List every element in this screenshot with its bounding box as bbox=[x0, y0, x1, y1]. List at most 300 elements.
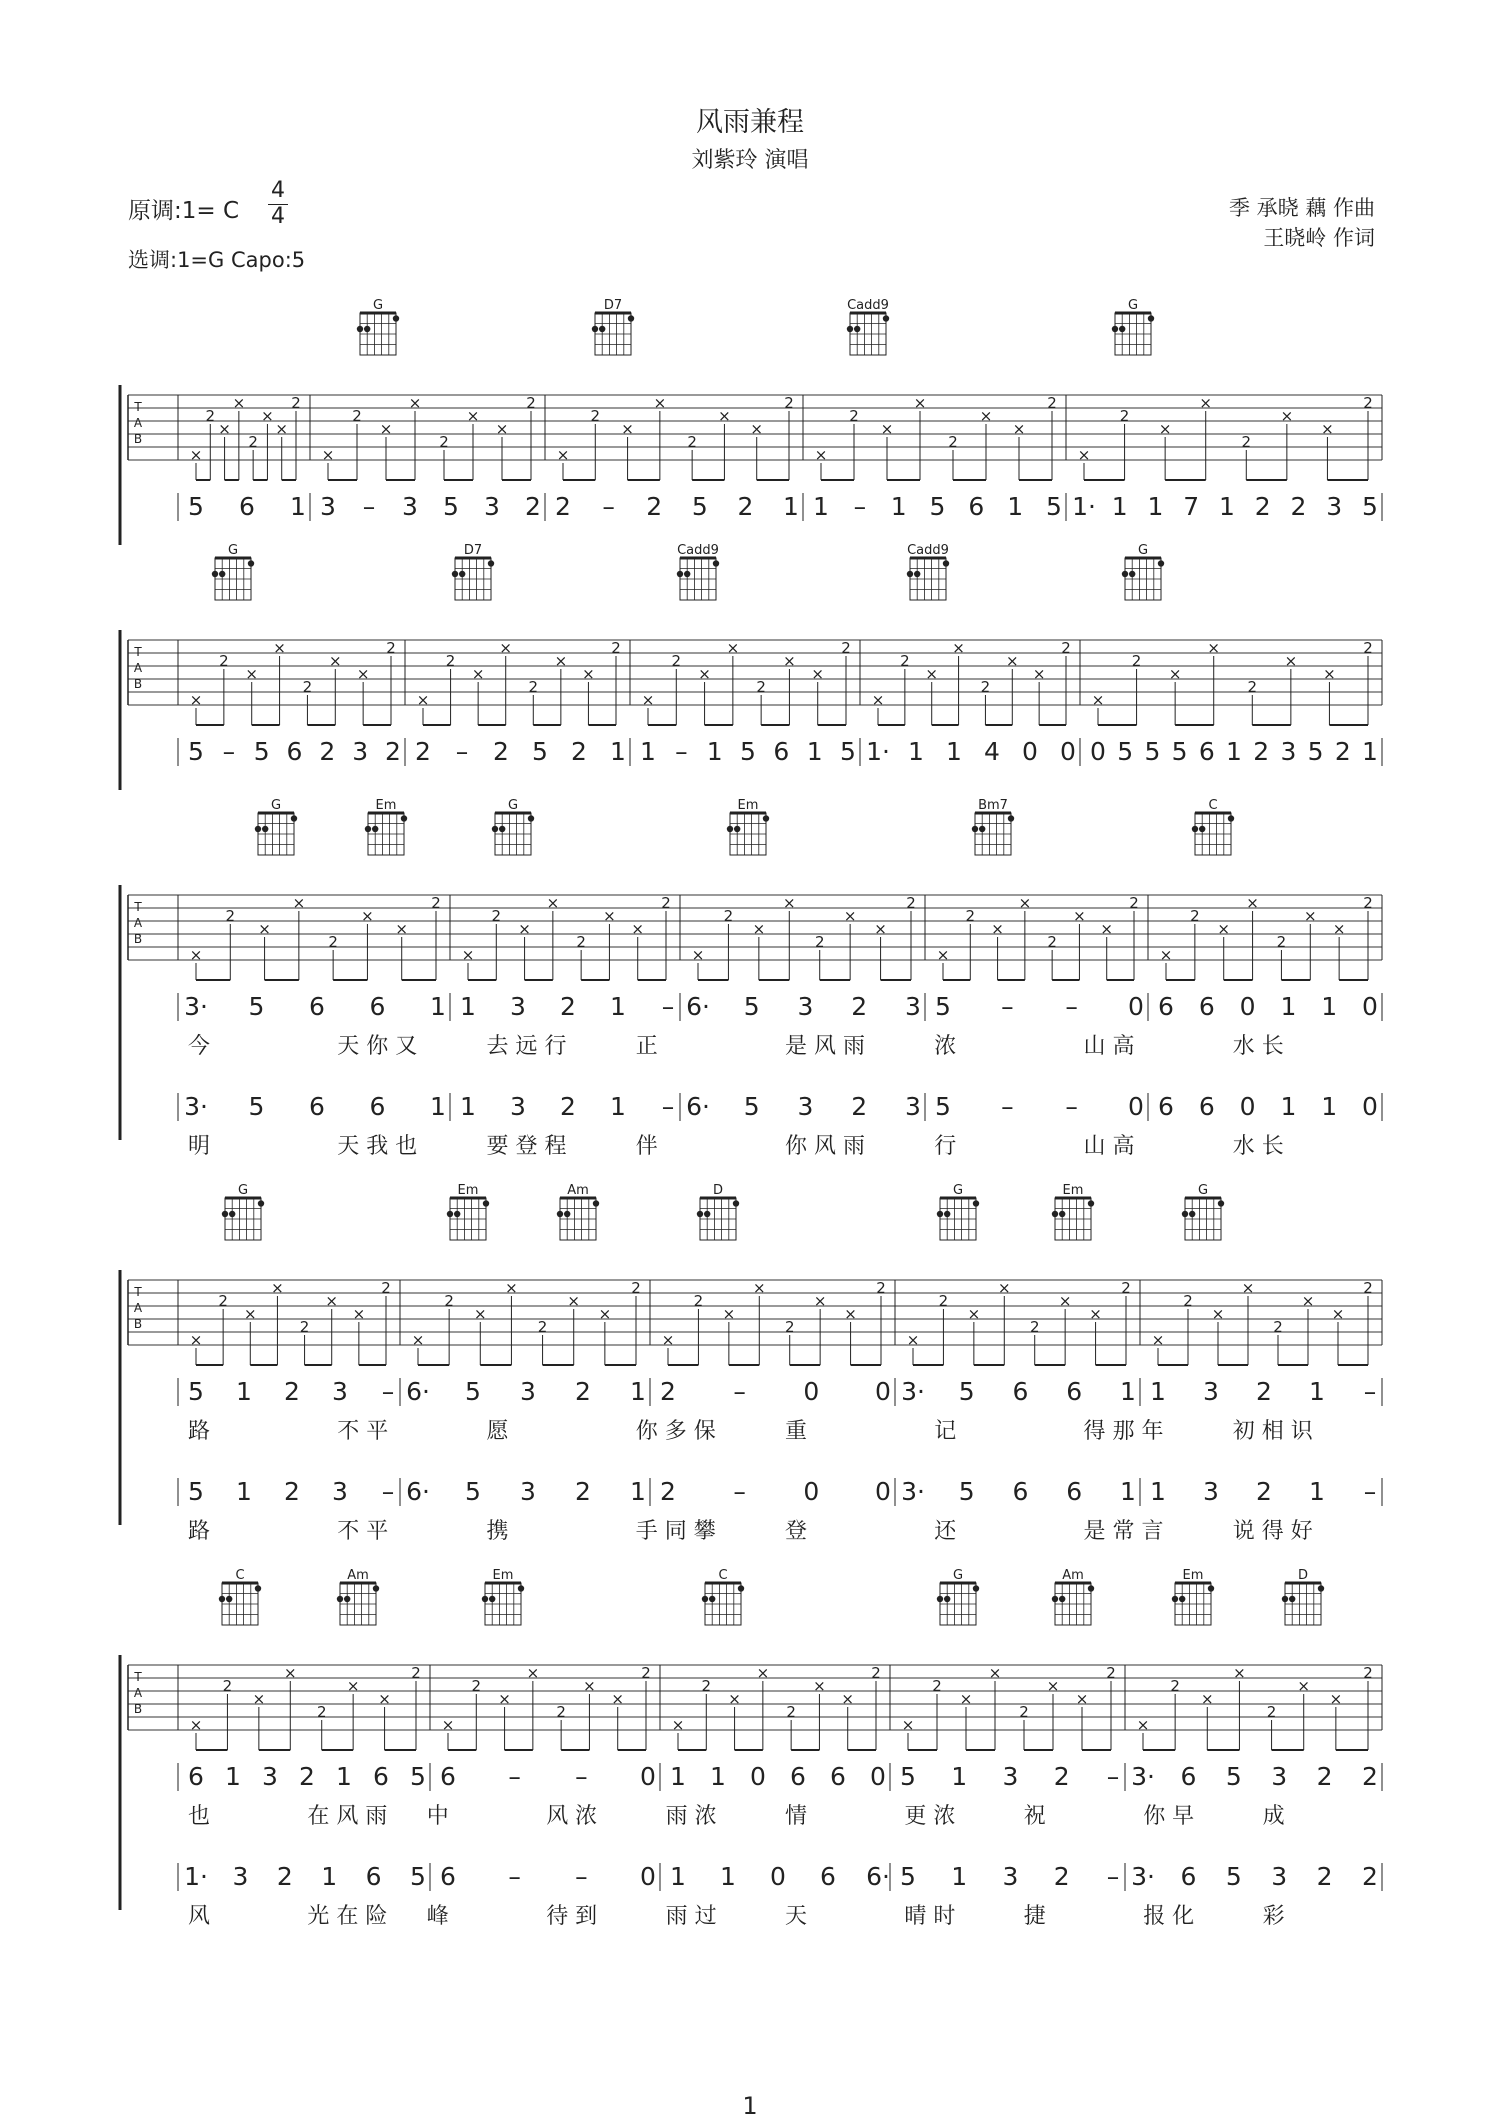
melody-note: 6 bbox=[820, 1862, 836, 1891]
tab-note: × bbox=[328, 652, 342, 670]
tab-note: 2 bbox=[225, 907, 236, 925]
chord-dot bbox=[734, 826, 740, 832]
tab-note: × bbox=[603, 907, 616, 925]
melody-note: 2 bbox=[1290, 492, 1307, 521]
tab-note: × bbox=[556, 446, 570, 464]
tab-note: × bbox=[275, 420, 289, 438]
melody-note: – bbox=[508, 1862, 521, 1891]
lyric-text: 去 远 行 bbox=[486, 1034, 567, 1059]
melody-note: 5 bbox=[1362, 492, 1378, 521]
song-title: 风雨兼程 bbox=[696, 107, 804, 138]
chord-name: D7 bbox=[603, 298, 623, 313]
melody-note: 6 bbox=[373, 1762, 389, 1791]
tab-note: × bbox=[811, 665, 825, 683]
melody-note: 3 bbox=[1002, 1762, 1019, 1791]
tab-note: × bbox=[292, 894, 306, 912]
melody-note: 3 bbox=[320, 492, 336, 521]
melody-note: 6 bbox=[968, 492, 985, 521]
melody-note: 2 bbox=[1053, 1862, 1070, 1891]
chord-dot bbox=[499, 826, 505, 832]
melody-note: – bbox=[661, 1092, 675, 1121]
lyric-text: 天 我 也 bbox=[337, 1134, 418, 1159]
tab-note: 2 bbox=[222, 1677, 233, 1695]
chord-name: Bm7 bbox=[978, 798, 1008, 813]
tab-note: × bbox=[1332, 920, 1346, 938]
melody-note: – bbox=[1001, 992, 1014, 1021]
tab-note: 2 bbox=[218, 1292, 228, 1310]
chord-dot bbox=[883, 315, 889, 321]
chord-dot bbox=[914, 571, 920, 577]
melody-note: 0 bbox=[1239, 992, 1256, 1021]
lyric-text: 待 到 bbox=[546, 1904, 598, 1929]
melody-note: – bbox=[508, 1762, 521, 1791]
chord-dot bbox=[1088, 1585, 1094, 1591]
tab-note: × bbox=[1005, 652, 1019, 670]
tab-note: 2 bbox=[576, 933, 586, 951]
lyric-text: 浓 bbox=[934, 1034, 957, 1059]
melody-note: 2 bbox=[1053, 1762, 1070, 1791]
chord-dot bbox=[222, 1211, 228, 1217]
tab-note: × bbox=[598, 1305, 612, 1323]
melody-note: 3· bbox=[184, 1092, 208, 1121]
chord-dot bbox=[907, 571, 913, 577]
melody-note: 2 bbox=[415, 737, 431, 766]
chord-dot bbox=[1059, 1211, 1065, 1217]
melody-note: 5 bbox=[188, 1477, 204, 1506]
chord-dot bbox=[344, 1596, 350, 1602]
melody-note: – bbox=[381, 1477, 395, 1506]
tab-note: × bbox=[461, 946, 475, 964]
tab-note: 2 bbox=[590, 407, 601, 425]
melody-note: 1 bbox=[720, 1862, 736, 1891]
lyric-text: 重 bbox=[785, 1419, 808, 1444]
chord-dot bbox=[483, 1200, 489, 1206]
melody-note: 4 bbox=[984, 737, 1000, 766]
melody-note: 5 bbox=[188, 492, 204, 521]
lyric-text: 你 早 bbox=[1143, 1804, 1195, 1829]
chord-dot bbox=[1008, 815, 1014, 821]
melody-note: 3· bbox=[1131, 1762, 1155, 1791]
tab-note: 2 bbox=[439, 433, 449, 451]
melody-note: 3 bbox=[510, 992, 526, 1021]
chord-dot bbox=[492, 826, 498, 832]
melody-note: 0 bbox=[875, 1377, 891, 1406]
melody-note: 2 bbox=[560, 1092, 576, 1121]
tab-note: 2 bbox=[723, 907, 734, 925]
tab-note: × bbox=[189, 1716, 203, 1734]
melody-note: 1 bbox=[430, 1092, 446, 1121]
tab-note: × bbox=[1075, 1690, 1089, 1708]
melody-note: 1 bbox=[890, 492, 907, 521]
tab-note: × bbox=[1241, 1279, 1255, 1297]
chord-dot bbox=[1148, 315, 1154, 321]
tab-clef-letter: T bbox=[134, 1285, 142, 1299]
chord-dot bbox=[1052, 1211, 1058, 1217]
melody-note: 1 bbox=[1309, 1377, 1325, 1406]
melody-note: – bbox=[1065, 992, 1078, 1021]
melody-note: 6 bbox=[1198, 992, 1215, 1021]
tab-note: × bbox=[880, 420, 894, 438]
lyric-text: 山 高 bbox=[1083, 1134, 1135, 1159]
chord-name: G bbox=[372, 298, 384, 313]
lyric-text: 手 同 攀 bbox=[635, 1519, 716, 1544]
tab-note: × bbox=[1158, 420, 1172, 438]
melody-note: 6 bbox=[440, 1862, 456, 1891]
chord-dot bbox=[972, 826, 978, 832]
chord-dot bbox=[702, 1596, 708, 1602]
melody-note: 2 bbox=[1316, 1762, 1333, 1791]
tab-note: 2 bbox=[784, 1318, 795, 1336]
tab-note: × bbox=[698, 665, 711, 683]
melody-note: 3 bbox=[797, 992, 814, 1021]
melody-note: 3 bbox=[484, 492, 500, 521]
melody-note: 5 bbox=[1117, 737, 1134, 766]
tab-note: 2 bbox=[1129, 894, 1139, 912]
melody-note: 3 bbox=[510, 1092, 526, 1121]
chord-dot bbox=[1228, 815, 1234, 821]
tab-note: × bbox=[925, 665, 939, 683]
chord-dot bbox=[1119, 326, 1125, 332]
tab-note: × bbox=[844, 1305, 857, 1323]
melody-note: 5 bbox=[935, 1092, 951, 1121]
melody-note: 5 bbox=[740, 737, 756, 766]
tab-note: 2 bbox=[328, 933, 338, 951]
chord-dot bbox=[557, 1211, 563, 1217]
tab-note: × bbox=[473, 1305, 487, 1323]
tab-note: × bbox=[189, 446, 203, 464]
tab-note: × bbox=[874, 920, 887, 938]
tab-note: × bbox=[813, 1292, 827, 1310]
melody-note: 6 bbox=[188, 1762, 204, 1791]
chord-dot bbox=[372, 826, 378, 832]
melody-note: 1 bbox=[1219, 492, 1235, 521]
chord-dot bbox=[733, 1200, 739, 1206]
lyric-text: 水 长 bbox=[1232, 1034, 1284, 1059]
chord-dot bbox=[738, 1585, 744, 1591]
chord-dot bbox=[704, 1211, 710, 1217]
lyric-text: 天 bbox=[785, 1904, 808, 1929]
tab-clef-letter: B bbox=[133, 1702, 143, 1716]
melody-note: 1 bbox=[225, 1762, 241, 1791]
chord-dot bbox=[255, 826, 261, 832]
tab-clef-letter: A bbox=[133, 1686, 143, 1700]
tab-note: × bbox=[691, 946, 705, 964]
tab-note: 2 bbox=[661, 894, 671, 912]
melody-note: 1 bbox=[908, 737, 924, 766]
chord-dot bbox=[454, 1211, 460, 1217]
melody-note: 2 bbox=[493, 737, 509, 766]
tab-clef-letter: A bbox=[133, 1301, 143, 1315]
melody-note: 1 bbox=[1280, 992, 1297, 1021]
tab-note: × bbox=[752, 1279, 766, 1297]
tab-note: 2 bbox=[219, 652, 229, 670]
melody-note: – bbox=[362, 492, 376, 521]
melody-note: 5 bbox=[1046, 492, 1062, 521]
melody-note: 1 bbox=[670, 1862, 686, 1891]
melody-note: 5 bbox=[443, 492, 459, 521]
tab-note: × bbox=[959, 1690, 973, 1708]
tab-note: 2 bbox=[471, 1677, 482, 1695]
tab-note: × bbox=[1284, 652, 1298, 670]
tab-note: 2 bbox=[491, 907, 502, 925]
melody-note: 6 bbox=[790, 1762, 806, 1791]
melody-note: 3 bbox=[905, 992, 921, 1021]
melody-note: 0 bbox=[1060, 737, 1076, 766]
chord-name: Em bbox=[375, 798, 397, 813]
tab-note: × bbox=[189, 1331, 203, 1349]
tab-note: 2 bbox=[693, 1292, 704, 1310]
tab-note: 2 bbox=[932, 1677, 942, 1695]
tab-note: 2 bbox=[352, 407, 362, 425]
melody-note: 3 bbox=[1280, 737, 1297, 766]
tab-note: × bbox=[582, 665, 595, 683]
tab-note: 2 bbox=[1241, 433, 1252, 451]
melody-note: 0 bbox=[803, 1477, 820, 1506]
chord-dot bbox=[944, 1596, 950, 1602]
lyric-text: 晴 时 bbox=[904, 1904, 956, 1929]
tab-note: 2 bbox=[611, 639, 621, 657]
melody-note: 6 bbox=[286, 737, 303, 766]
lyric-text: 是 风 雨 bbox=[785, 1034, 865, 1059]
chord-dot bbox=[677, 571, 683, 577]
tab-note: × bbox=[1200, 1690, 1214, 1708]
melody-note: 6· bbox=[686, 1092, 710, 1121]
melody-note: 2 bbox=[646, 492, 663, 521]
tab-note: × bbox=[1331, 1305, 1345, 1323]
tab-note: 2 bbox=[641, 1664, 651, 1682]
chord-dot bbox=[459, 571, 465, 577]
tab-note: × bbox=[718, 407, 731, 425]
chord-dot bbox=[262, 826, 268, 832]
melody-note: – bbox=[222, 737, 236, 766]
tab-note: 2 bbox=[1276, 933, 1287, 951]
lyric-text: 你 多 保 bbox=[635, 1419, 716, 1444]
chord-dot bbox=[447, 1211, 453, 1217]
melody-note: 1 bbox=[813, 492, 829, 521]
tab-note: × bbox=[631, 920, 645, 938]
tab-note: × bbox=[567, 1292, 581, 1310]
chord-dot bbox=[593, 1200, 599, 1206]
melody-note: 2 bbox=[1362, 1762, 1378, 1791]
melody-note: 0 bbox=[870, 1762, 886, 1791]
chord-dot bbox=[1158, 560, 1164, 566]
tab-note: 2 bbox=[1106, 1664, 1116, 1682]
tab-note: × bbox=[1297, 1677, 1311, 1695]
time-signature-top: 4 bbox=[271, 178, 285, 203]
tab-note: 2 bbox=[1047, 933, 1057, 951]
tab-note: 2 bbox=[786, 1703, 796, 1721]
melody-note: 1 bbox=[236, 1377, 252, 1406]
melody-note: 6 bbox=[1180, 1862, 1197, 1891]
chord-dot bbox=[697, 1211, 703, 1217]
melody-note: 0 bbox=[640, 1862, 656, 1891]
tab-note: × bbox=[325, 1292, 339, 1310]
tab-note: × bbox=[906, 1331, 920, 1349]
tab-note: × bbox=[1211, 1305, 1225, 1323]
melody-note: 1 bbox=[290, 492, 306, 521]
melody-note: 2 bbox=[284, 1477, 300, 1506]
melody-note: 6 bbox=[1066, 1377, 1083, 1406]
tab-note: × bbox=[813, 1677, 826, 1695]
tab-note: × bbox=[1159, 946, 1173, 964]
lyric-text: 不 平 bbox=[337, 1519, 389, 1544]
lyric-text: 正 bbox=[635, 1034, 658, 1059]
tab-note: × bbox=[1018, 894, 1032, 912]
tab-note: × bbox=[245, 665, 259, 683]
melody-note: 6 bbox=[365, 1862, 382, 1891]
chord-dot bbox=[599, 326, 605, 332]
melody-note: 3 bbox=[1203, 1477, 1219, 1506]
lyric-text: 雨 过 bbox=[665, 1904, 717, 1929]
melody-note: 1 bbox=[630, 1477, 646, 1506]
melody-note: 5 bbox=[1144, 737, 1161, 766]
tab-note: × bbox=[554, 652, 568, 670]
melody-note: 2 bbox=[319, 737, 336, 766]
chord-dot bbox=[291, 815, 297, 821]
melody-note: 2 bbox=[851, 1092, 868, 1121]
tab-note: × bbox=[1233, 1664, 1246, 1682]
lyric-text: 雨 浓 bbox=[665, 1804, 717, 1829]
tab-note: × bbox=[243, 1305, 257, 1323]
melody-note: 5 bbox=[248, 1092, 265, 1121]
lyric-text: 成 bbox=[1262, 1804, 1285, 1829]
tab-note: 2 bbox=[528, 678, 539, 696]
tab-note: 2 bbox=[938, 1292, 949, 1310]
tab-note: 2 bbox=[871, 1664, 881, 1682]
melody-note: 2 bbox=[1334, 737, 1351, 766]
melody-note: 0 bbox=[1128, 992, 1144, 1021]
melody-note: 3 bbox=[1271, 1762, 1288, 1791]
lyric-text: 天 你 又 bbox=[337, 1034, 418, 1059]
tab-note: 2 bbox=[948, 433, 958, 451]
melody-note: 7 bbox=[1183, 492, 1200, 521]
tab-note: × bbox=[967, 1305, 981, 1323]
lyric-text: 彩 bbox=[1262, 1904, 1285, 1929]
melody-note: 2 bbox=[1253, 737, 1270, 766]
lyric-text: 路 bbox=[188, 1419, 211, 1444]
melody-note: 3· bbox=[901, 1477, 925, 1506]
chord-dot bbox=[1218, 1200, 1224, 1206]
tab-clef-letter: B bbox=[133, 677, 143, 691]
melody-note: 1 bbox=[1120, 1477, 1136, 1506]
melody-note: 1· bbox=[1072, 492, 1096, 521]
melody-note: 6 bbox=[1198, 737, 1215, 766]
melody-note: 2 bbox=[575, 1477, 591, 1506]
tab-note: × bbox=[1032, 665, 1046, 683]
chord-dot bbox=[592, 326, 598, 332]
melody-note: – bbox=[575, 1862, 588, 1891]
melody-note: 1 bbox=[610, 992, 626, 1021]
melody-note: 6 bbox=[1012, 1477, 1029, 1506]
melody-note: 1· bbox=[866, 737, 890, 766]
chord-dot bbox=[219, 1596, 225, 1602]
melody-note: 1 bbox=[1362, 737, 1378, 766]
tab-note: × bbox=[661, 1331, 675, 1349]
chord-name: G bbox=[952, 1568, 964, 1583]
tab-note: × bbox=[1323, 665, 1336, 683]
tab-note: 2 bbox=[411, 1664, 421, 1682]
melody-note: 6 bbox=[1158, 992, 1174, 1021]
melody-note: 1 bbox=[1226, 737, 1242, 766]
chord-dot bbox=[937, 1596, 943, 1602]
melody-note: 3 bbox=[520, 1477, 536, 1506]
melody-note: 3 bbox=[905, 1092, 921, 1121]
chord-dot bbox=[847, 326, 853, 332]
chord-dot bbox=[393, 315, 399, 321]
melody-note: 1 bbox=[1007, 492, 1024, 521]
melody-note: 1 bbox=[1147, 492, 1164, 521]
melody-note: 1 bbox=[951, 1762, 968, 1791]
tab-note: × bbox=[346, 1677, 360, 1695]
tab-note: × bbox=[1136, 1716, 1150, 1734]
tab-note: × bbox=[726, 639, 740, 657]
melody-note: 2 bbox=[299, 1762, 315, 1791]
tab-note: × bbox=[218, 420, 231, 438]
tab-note: × bbox=[505, 1279, 518, 1297]
melody-note: – bbox=[1106, 1762, 1120, 1791]
tab-note: × bbox=[756, 1664, 770, 1682]
chord-dot bbox=[1059, 1596, 1065, 1602]
lyricist-credit: 王晓岭 作词 bbox=[1263, 226, 1375, 250]
chord-dot bbox=[357, 326, 363, 332]
lyric-text: 峰 bbox=[426, 1904, 449, 1929]
chord-name: C bbox=[1208, 798, 1218, 813]
tab-note: × bbox=[1089, 1305, 1102, 1323]
lyric-text: 光 在 险 bbox=[307, 1904, 388, 1929]
tab-note: 2 bbox=[980, 678, 991, 696]
melody-note: 6 bbox=[369, 1092, 386, 1121]
tab-clef-letter: T bbox=[134, 400, 142, 414]
melody-note: 5 bbox=[1225, 1862, 1242, 1891]
tab-note: 2 bbox=[431, 894, 441, 912]
melody-note: – bbox=[381, 1377, 395, 1406]
chord-name: C bbox=[235, 1568, 245, 1583]
original-key: 原调:1= C bbox=[128, 198, 240, 224]
chord-dot bbox=[212, 571, 218, 577]
melody-note: 6 bbox=[440, 1762, 456, 1791]
tab-note: 2 bbox=[1273, 1318, 1283, 1336]
melody-note: – bbox=[1106, 1862, 1120, 1891]
tab-note: 2 bbox=[1190, 907, 1200, 925]
melody-note: 5 bbox=[188, 737, 204, 766]
lyric-text: 行 bbox=[934, 1134, 957, 1159]
lyric-text: 今 bbox=[188, 1034, 211, 1059]
tab-note: × bbox=[782, 894, 796, 912]
melody-note: 3· bbox=[184, 992, 208, 1021]
chord-name: Em bbox=[457, 1183, 479, 1198]
lyric-text: 风 浓 bbox=[546, 1804, 598, 1829]
lyric-text: 说 得 好 bbox=[1232, 1519, 1313, 1544]
tab-note: 2 bbox=[701, 1677, 712, 1695]
tab-note: × bbox=[471, 665, 485, 683]
chord-dot bbox=[229, 1211, 235, 1217]
melody-note: 5 bbox=[958, 1477, 975, 1506]
lyric-text: 初 相 识 bbox=[1232, 1419, 1313, 1444]
lyric-text: 捷 bbox=[1023, 1904, 1046, 1929]
chord-dot bbox=[226, 1596, 232, 1602]
melody-note: 0 bbox=[640, 1762, 656, 1791]
melody-note: 2 bbox=[284, 1377, 300, 1406]
tab-note: × bbox=[1303, 907, 1317, 925]
melody-note: 6 bbox=[369, 992, 386, 1021]
melody-note: – bbox=[602, 492, 615, 521]
chord-dot bbox=[727, 826, 733, 832]
lyric-text: 伴 bbox=[635, 1134, 658, 1159]
lyric-text: 中 bbox=[426, 1804, 449, 1829]
tab-note: × bbox=[466, 407, 480, 425]
tab-note: × bbox=[952, 639, 965, 657]
tab-note: × bbox=[988, 1664, 1002, 1682]
